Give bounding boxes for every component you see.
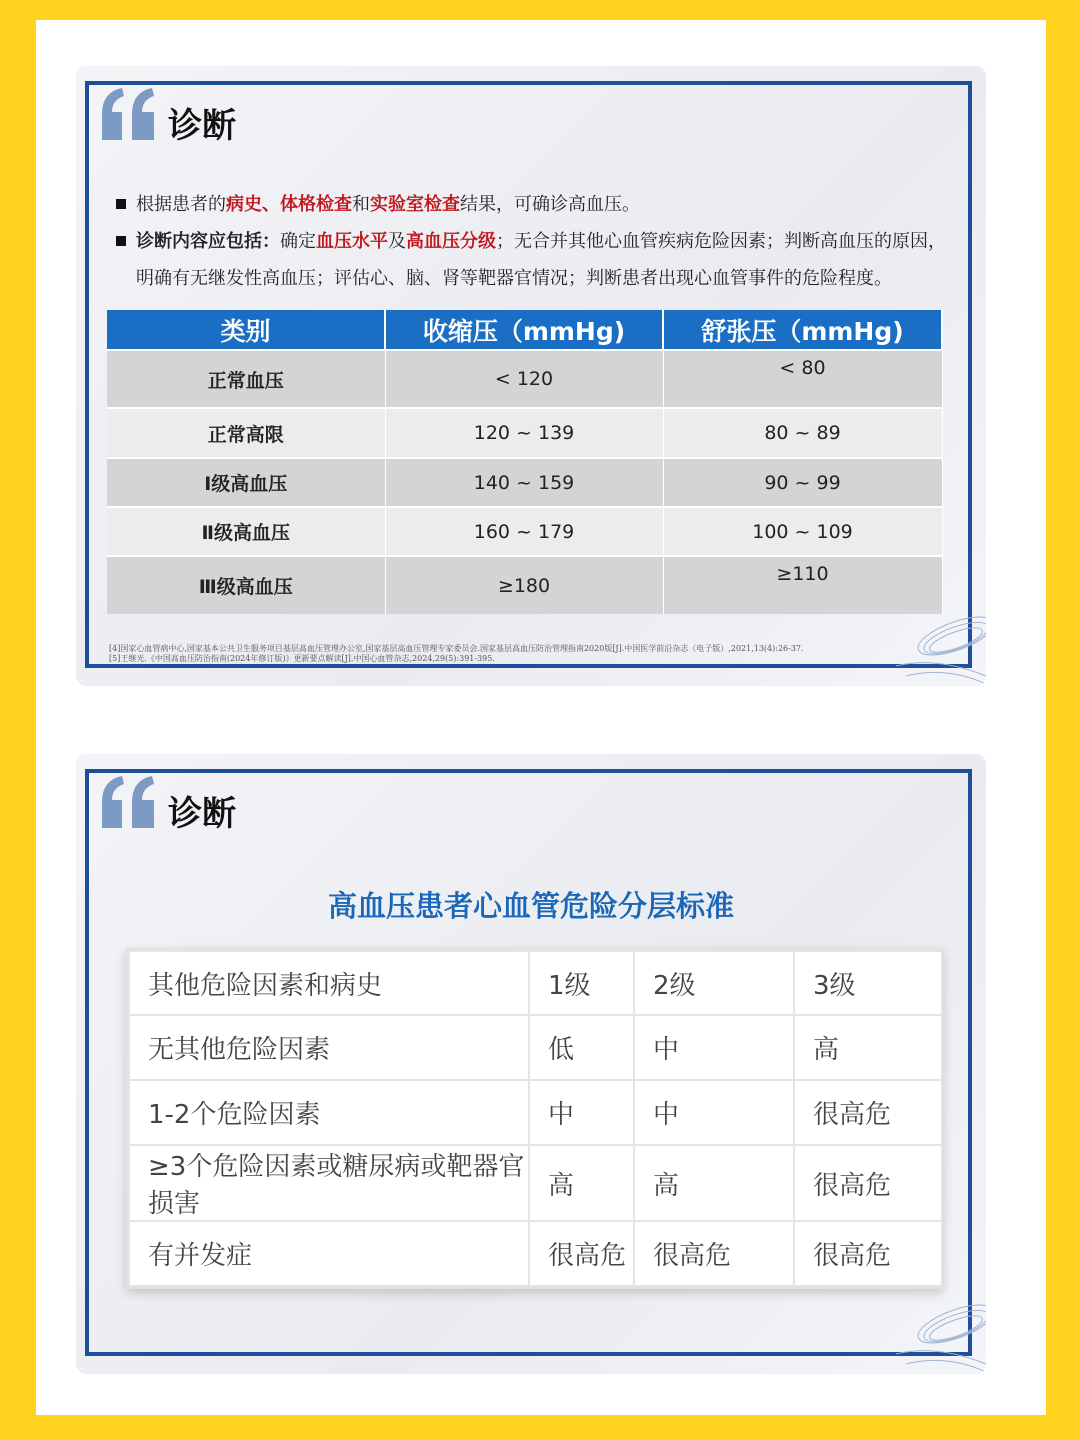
cell-category: 正常血压 xyxy=(107,350,385,408)
reference-line: [4]国家心血管病中心,国家基本公共卫生服务项目基层高血压管理办公室,国家基层高血压管理专家委员会.国家基层高血压防治管理指南2020版[J].中国医学前沿杂志（电子版）,2021,13(4):26-37. xyxy=(109,644,804,653)
cell-systolic: ≥180 xyxy=(385,556,663,614)
cell-systolic: 160 ~ 179 xyxy=(385,507,663,556)
header-systolic: 收缩压（mmHg) xyxy=(385,310,663,350)
quote-mark-icon xyxy=(98,84,158,144)
cell-systolic: < 120 xyxy=(385,350,663,408)
bullet-lead: 诊断内容应包括： xyxy=(136,231,280,252)
slide-title: 诊断 xyxy=(168,106,236,146)
cell-systolic: 120 ~ 139 xyxy=(385,408,663,458)
cell-grade-1: 1级 xyxy=(529,951,634,1015)
references xyxy=(109,644,929,664)
table-row xyxy=(129,1015,942,1080)
cell-category: Ⅰ级高血压 xyxy=(107,458,385,507)
bullet-text: 确定 xyxy=(280,231,316,252)
cell-grade-3: 3级 xyxy=(794,951,942,1015)
table-row xyxy=(107,408,942,458)
cell-risk-factor: 1-2个危险因素 xyxy=(129,1080,529,1145)
table-header-row xyxy=(129,951,942,1015)
cell-risk-factor: 有并发症 xyxy=(129,1221,529,1286)
table-row xyxy=(107,556,942,614)
cell-grade-3: 很高危 xyxy=(794,1221,942,1286)
cell-grade-3: 很高危 xyxy=(794,1080,942,1145)
slide-diagnosis-bp xyxy=(76,66,986,686)
cell-category: 正常高限 xyxy=(107,408,385,458)
bullet-text: 及 xyxy=(388,231,406,252)
cell-diastolic: 80 ~ 89 xyxy=(663,408,942,458)
cell-risk-factor: 无其他危险因素 xyxy=(129,1015,529,1080)
table-row xyxy=(129,1145,942,1221)
risk-table-heading: 高血压患者心血管危险分层标准 xyxy=(327,889,734,923)
cell-grade-3: 高 xyxy=(794,1015,942,1080)
cell-risk-factor: ≥3个危险因素或糖尿病或靶器官损害 xyxy=(129,1145,529,1221)
cell-grade-3: 很高危 xyxy=(794,1145,942,1221)
cell-diastolic: < 80 xyxy=(663,350,942,408)
header-category: 类别 xyxy=(107,310,385,350)
decorative-swirl-icon xyxy=(886,586,986,686)
bullet-item xyxy=(114,186,954,223)
table-row xyxy=(129,1221,942,1286)
risk-stratification-table xyxy=(128,950,943,1287)
reference-line: [5]王继光.《中国高血压防治指南(2024年修订版)》更新要点解读[J].中国心血管杂志,2024,29(5):391-395. xyxy=(109,654,495,663)
cell-diastolic: 100 ~ 109 xyxy=(663,507,942,556)
cell-diastolic: 90 ~ 99 xyxy=(663,458,942,507)
cell-diastolic: ≥110 xyxy=(663,556,942,614)
table-row xyxy=(129,1080,942,1145)
cell-grade-2: 中 xyxy=(634,1080,794,1145)
cell-grade-1: 很高危 xyxy=(529,1221,634,1286)
cell-grade-1: 高 xyxy=(529,1145,634,1221)
decorative-swirl-icon xyxy=(886,1274,986,1374)
table-row xyxy=(107,350,942,408)
cell-category: Ⅱ级高血压 xyxy=(107,507,385,556)
table-header-row xyxy=(107,310,942,350)
slide-diagnosis-risk xyxy=(76,754,986,1374)
cell-grade-1: 低 xyxy=(529,1015,634,1080)
highlight-text: 血压水平 xyxy=(316,231,388,252)
highlight-text: 实验室检查 xyxy=(370,194,460,215)
quote-mark-icon xyxy=(98,772,158,832)
cell-category: Ⅲ级高血压 xyxy=(107,556,385,614)
bullet-text: 根据患者的 xyxy=(136,194,226,215)
risk-table-card xyxy=(126,948,943,1289)
cell-grade-2: 很高危 xyxy=(634,1221,794,1286)
highlight-text: 高血压分级 xyxy=(406,231,496,252)
bullet-list xyxy=(114,186,954,297)
cell-grade-2: 中 xyxy=(634,1015,794,1080)
bp-classification-table xyxy=(107,310,943,614)
cell-grade-2: 2级 xyxy=(634,951,794,1015)
cell-risk-factor: 其他危险因素和病史 xyxy=(129,951,529,1015)
header-diastolic: 舒张压（mmHg) xyxy=(663,310,942,350)
table-row xyxy=(107,458,942,507)
bullet-item xyxy=(114,223,954,297)
bullet-text: ；无合并其他心血管疾病危险因素；判断高血压的原因，明确有无继发性高血压；评估心、脑、肾等靶器官情况；判断患者出现心血管事件的危险程度。 xyxy=(136,231,946,289)
highlight-text: 病史、体格检查 xyxy=(226,194,352,215)
cell-grade-1: 中 xyxy=(529,1080,634,1145)
cell-grade-2: 高 xyxy=(634,1145,794,1221)
table-row xyxy=(107,507,942,556)
bullet-text: 结果，可确诊高血压。 xyxy=(460,194,640,215)
bullet-text: 和 xyxy=(352,194,370,215)
cell-systolic: 140 ~ 159 xyxy=(385,458,663,507)
slide-title: 诊断 xyxy=(168,794,236,834)
